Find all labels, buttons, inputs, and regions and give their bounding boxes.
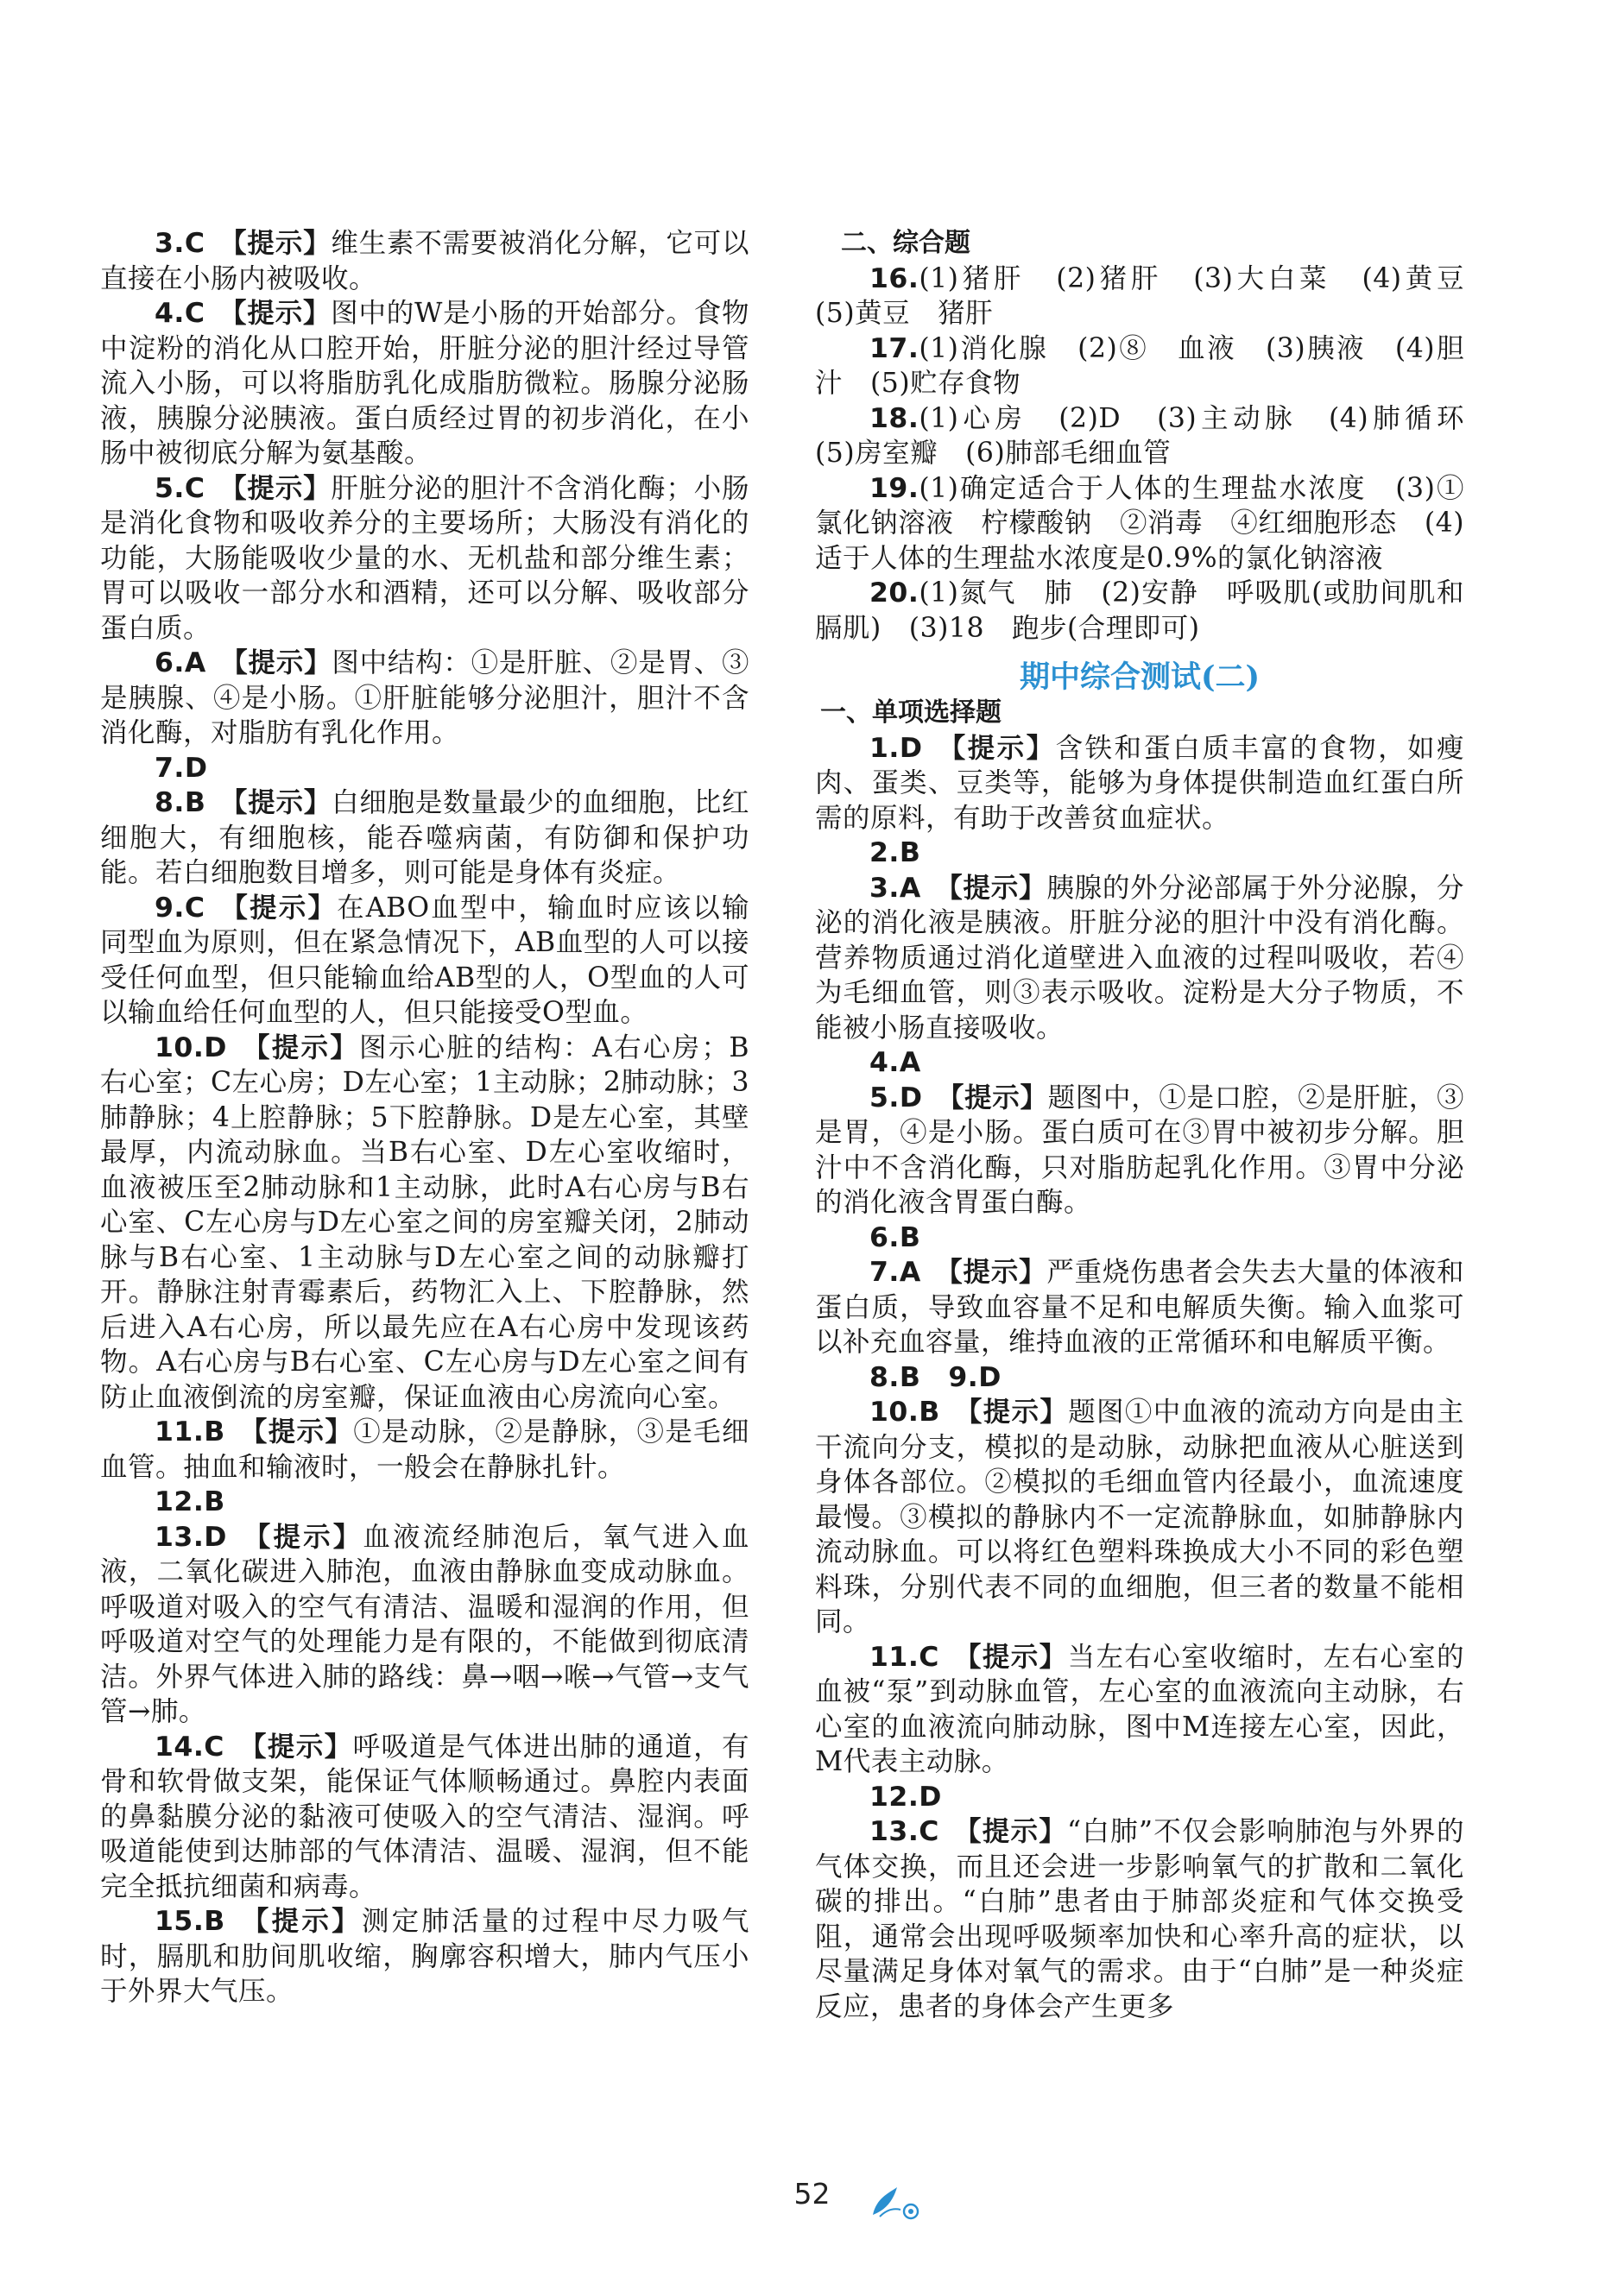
answer-text: 题图中，①是口腔，②是肝脏，③是胃，④是小肠。蛋白质可在③胃中被初步分解。胆汁中不含消化酶，只对脂肪起乳化作用。③胃中分泌的消化液含胃蛋白酶。 <box>815 1082 1464 1218</box>
answer-number: 3.A <box>869 872 921 904</box>
page-number: 52 <box>793 2177 831 2211</box>
answer-number: 11.C <box>869 1641 939 1673</box>
answer-number: 3.C <box>155 228 205 259</box>
answer-number: 18. <box>869 402 919 434</box>
answer-item <box>100 1730 749 1905</box>
hint-label: 【提示】 <box>218 472 332 504</box>
section-title-comprehensive: 二、综合题 <box>841 228 970 258</box>
answer-item <box>100 1415 749 1485</box>
answer-item <box>100 785 749 891</box>
answer-item <box>815 1640 1464 1780</box>
answer-text: “白肺”不仅会影响肺泡与外界的气体交换，而且还会进一步影响氧气的扩散和二氧化碳的排出。“白肺”患者由于肺部炎症和气体交换受阻，通常会出现呼吸频率加快和心率升高的症状，以尽量满足身体对氧气的需求。由于“白肺”是一种炎症反应，患者的身体会产生更多 <box>815 1816 1464 2022</box>
answer-text: 胰腺的外分泌部属于外分泌腺，分泌的消化液是胰液。肝脏分泌的胆汁中没有消化酶。营养物质通过消化道壁进入血液的过程叫吸收，若④为毛细血管，则③表示吸收。淀粉是大分子物质，不能被小肠直接吸收。 <box>815 872 1464 1044</box>
hint-label: 【提示】 <box>239 1416 354 1448</box>
answer-number: 6.A <box>155 647 206 678</box>
answer-item <box>100 226 749 296</box>
answer-item <box>100 1485 749 1520</box>
hint-label: 【提示】 <box>218 892 338 924</box>
section-title-choice: 一、单项选择题 <box>820 697 1002 728</box>
answer-number: 6.B <box>869 1221 921 1253</box>
left-column <box>100 226 749 2009</box>
answer-item <box>815 1780 1464 1815</box>
answer-text: 当左右心室收缩时，左右心室的血被“泵”到动脉血管，左心室的血液流向主动脉，右心室的血液流向肺动脉，图中M连接左心室，因此，M代表主动脉。 <box>815 1641 1464 1777</box>
answer-number: 15.B <box>155 1906 225 1937</box>
answer-number: 7.D <box>155 752 208 784</box>
answer-number: 16. <box>869 262 919 294</box>
answer-item <box>815 836 1464 871</box>
hint-label: 【提示】 <box>953 1641 1068 1673</box>
answer-number: 10.D <box>155 1031 227 1063</box>
hint-label: 【提示】 <box>935 872 1047 904</box>
leaf-swirl-icon <box>868 2184 925 2222</box>
answer-number: 4.C <box>155 298 205 329</box>
hint-label: 【提示】 <box>954 1397 1069 1428</box>
answer-number: 19. <box>869 472 919 504</box>
hint-label: 【提示】 <box>241 1031 359 1063</box>
answer-number: 20. <box>869 577 919 609</box>
answer-item <box>100 471 749 647</box>
answer-text: 肝脏分泌的胆汁不含消化酶；小肠是消化食物和吸收养分的主要场所；大肠没有消化的功能，大肠能吸收少量的水、无机盐和部分维生素；胃可以吸收一部分水和酒精，还可以分解、吸收部分蛋白质。 <box>100 472 749 644</box>
answer-number: 4.A <box>869 1047 921 1078</box>
answer-item <box>815 331 1464 401</box>
answer-text: (1)确定适合于人体的生理盐水浓度 (3)①氯化钠溶液 柠檬酸钠 ②消毒 ④红细胞形态 (4)适于人体的生理盐水浓度是0.9%的氯化钠溶液 <box>815 472 1464 574</box>
answer-number: 12.B <box>155 1486 225 1517</box>
hint-label: 【提示】 <box>239 1906 362 1937</box>
answer-text: 白细胞是数量最少的血细胞，比红细胞大，有细胞核，能吞噬病菌，有防御和保护功能。若白细胞数目增多，则可能是身体有炎症。 <box>100 787 749 888</box>
answer-item <box>100 891 749 1031</box>
hint-label: 【提示】 <box>936 732 1056 764</box>
answer-text: 含铁和蛋白质丰富的食物，如瘦肉、蛋类、豆类等，能够为身体提供制造血红蛋白所需的原料，有助于改善贫血症状。 <box>815 732 1464 834</box>
answer-number: 10.B <box>869 1397 940 1428</box>
hint-label: 【提示】 <box>218 298 332 329</box>
answer-text: 测定肺活量的过程中尽力吸气时，膈肌和肋间肌收缩，胸廓容积增大，肺内气压小于外界大气压。 <box>100 1906 749 2007</box>
answer-item <box>100 1904 749 2009</box>
answer-item <box>815 1081 1464 1221</box>
answer-item <box>100 646 749 751</box>
answer-item <box>815 401 1493 471</box>
answer-text: (1)心房 (2)D (3)主动脉 (4)肺循环 (5)房室瓣 (6)肺部毛细血管 <box>815 402 1493 469</box>
answer-text: 呼吸道是气体进出肺的通道，有骨和软骨做支架，能保证气体顺畅通过。鼻腔内表面的鼻黏膜分泌的黏液可使吸入的空气清洁、湿润。呼吸道能使到达肺部的气体清洁、温暖、湿润，但不能完全抵抗细菌和病毒。 <box>100 1731 749 1902</box>
answer-text: 图示心脏的结构：A右心房；B右心室；C左心房；D左心室；1主动脉；2肺动脉；3肺静脉；4上腔静脉；5下腔静脉。D是左心室，其壁最厚，内流动脉血。当B右心室、D左心室收缩时，血液被压至2肺动脉和1主动脉，此时A右心房与B右心室、C左心房与D左心室之间的房室瓣关闭，2肺动脉与B右心室、1主动脉与D左心室之间的动脉瓣打开。静脉注射青霉素后，药物汇入上、下腔静脉，然后进入A右心房，所以最先应在A右心房中发现该药物。A右心房与B右心室、C左心房与D左心室之间有防止血液倒流的房室瓣，保证血液由心房流向心室。 <box>100 1031 749 1413</box>
hint-label: 【提示】 <box>219 787 332 818</box>
answer-item <box>100 751 749 786</box>
answer-number: 11.B <box>155 1416 225 1448</box>
answer-item <box>100 1520 749 1730</box>
answer-item <box>815 576 1464 646</box>
hint-label: 【提示】 <box>935 1257 1047 1288</box>
answer-item <box>815 1814 1464 2024</box>
answer-number: 12.D <box>869 1781 942 1813</box>
hint-label: 【提示】 <box>238 1731 353 1763</box>
answer-item <box>815 731 1464 836</box>
answer-item <box>815 262 1493 331</box>
answer-text: 维生素不需要被消化分解，它可以直接在小肠内被吸收。 <box>100 228 749 294</box>
exam-title: 期中综合测试(二) <box>1019 659 1261 695</box>
answer-number: 5.C <box>155 472 205 504</box>
answer-item <box>100 1031 749 1416</box>
choice-answers <box>815 731 1464 2025</box>
hint-label: 【提示】 <box>220 647 332 678</box>
answer-item <box>815 1221 1464 1256</box>
answer-item <box>815 471 1464 577</box>
answer-number: 9.C <box>155 892 205 924</box>
answer-item <box>815 1255 1464 1360</box>
right-column <box>815 226 1493 2024</box>
answer-text: (1)氮气 肺 (2)安静 呼吸肌(或肋间肌和膈肌) (3)18 跑步(合理即可) <box>815 577 1464 644</box>
answer-number: 7.A <box>869 1257 921 1288</box>
answer-text: 血液流经肺泡后，氧气进入血液，二氧化碳进入肺泡，血液由静脉血变成动脉血。呼吸道对吸入的空气有清洁、温暖和湿润的作用，但呼吸道对空气的处理能力是有限的，不能做到彻底清洁。外界气体进入肺的路线：鼻→咽→喉→气管→支气管→肺。 <box>100 1521 749 1727</box>
hint-label: 【提示】 <box>953 1816 1068 1847</box>
hint-label: 【提示】 <box>218 228 332 259</box>
answer-number: 13.D <box>155 1521 227 1553</box>
hint-label: 【提示】 <box>241 1521 363 1553</box>
answer-text: (1)消化腺 (2)⑧ 血液 (3)胰液 (4)胆汁 (5)贮存食物 <box>815 332 1464 399</box>
answer-number: 1.D <box>869 732 923 764</box>
answer-number: 5.D <box>869 1082 923 1113</box>
answer-text: 严重烧伤患者会失去大量的体液和蛋白质，导致血容量不足和电解质失衡。输入血浆可以补充血容量，维持血液的正常循环和电解质平衡。 <box>815 1257 1464 1358</box>
answer-text: ①是动脉，②是静脉，③是毛细血管。抽血和输液时，一般会在静脉扎针。 <box>100 1416 749 1483</box>
answer-number: 14.C <box>155 1731 224 1763</box>
answer-item <box>815 1360 1464 1396</box>
answer-text: (1)猪肝 (2)猪肝 (3)大白菜 (4)黄豆 (5)黄豆 猪肝 <box>815 262 1493 329</box>
hint-label: 【提示】 <box>936 1082 1048 1113</box>
answer-text: 题图①中血液的流动方向是由主干流向分支，模拟的是动脉，动脉把血液从心脏送到身体各部位。②模拟的毛细血管内径最小，血流速度最慢。③模拟的静脉内不一定流静脉血，如肺静脉内流动脉血。可以将红色塑料珠换成大小不同的彩色塑料珠，分别代表不同的血细胞，但三者的数量不能相同。 <box>815 1397 1464 1637</box>
answer-text: 图中结构：①是肝脏、②是胃、③是胰腺、④是小肠。①肝脏能够分泌胆汁，胆汁不含消化酶，对脂肪有乳化作用。 <box>100 647 749 748</box>
answer-item <box>100 296 749 471</box>
comprehensive-answers <box>815 262 1493 647</box>
answer-number: 8.B <box>155 787 206 818</box>
answer-item <box>815 871 1464 1046</box>
answer-item <box>815 1045 1464 1081</box>
answer-item <box>815 1395 1464 1640</box>
answer-text: 在ABO血型中，输血时应该以输同型血为原则，但在紧急情况下，AB血型的人可以接受任何血型，但只能输血给AB型的人，O型血的人可以输血给任何血型的人，但只能接受O型血。 <box>100 892 749 1028</box>
answer-number: 13.C <box>869 1816 939 1847</box>
answer-number: 8.B 9.D <box>869 1361 1002 1393</box>
answer-text: 图中的W是小肠的开始部分。食物中淀粉的消化从口腔开始，肝脏分泌的胆汁经过导管流入小肠，可以将脂肪乳化成脂肪微粒。肠腺分泌肠液，胰腺分泌胰液。蛋白质经过胃的初步消化，在小肠中被彻底分解为氨基酸。 <box>100 298 749 469</box>
answer-number: 2.B <box>869 837 921 868</box>
answer-number: 17. <box>869 332 919 364</box>
